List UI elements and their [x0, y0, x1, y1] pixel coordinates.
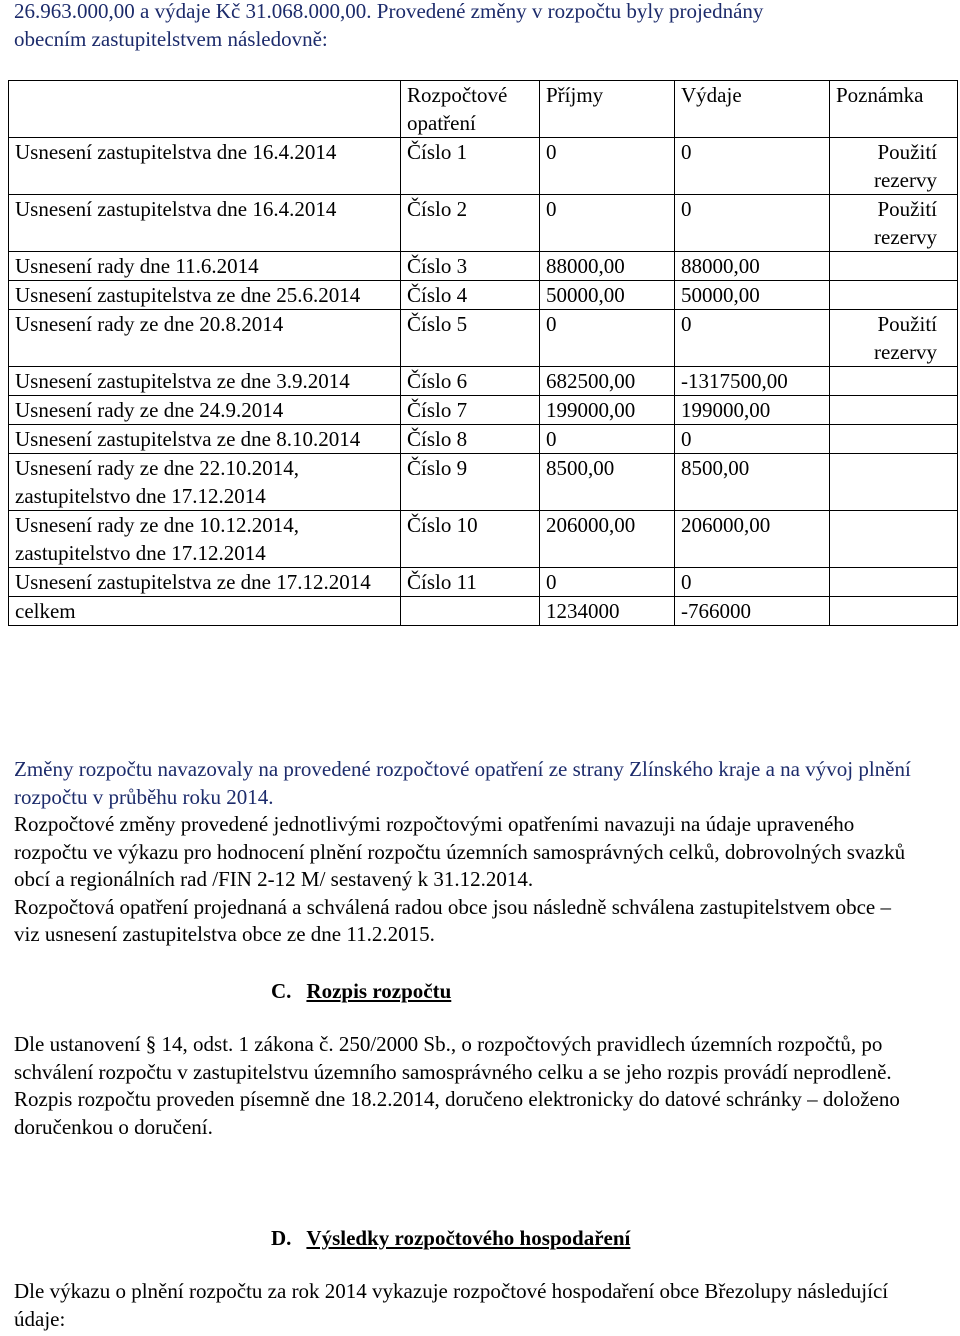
paragraph-measures-text-a: Rozpočtové změny provedené jednotlivými rozpočtovými opatřeními navazuji na údaje upraveného rozpočtu ve výkazu pro hodnocení plnění rozpočtu územních samosprávných celků, dobrovolných svazků obcí a regionálních rad /FIN 2-12 M/ sestavený k 31.12.2014. — [14, 812, 906, 891]
row-measure: Číslo 5 — [401, 310, 540, 367]
row-description: Usnesení zastupitelstva ze dne 8.10.2014 — [9, 425, 401, 454]
paragraph-breakdown-text-b: Rozpis rozpočtu proveden písemně dne 18.2.2014, doručeno elektronicky do datové schránky – doloženo doručenkou o doručení. — [14, 1087, 900, 1139]
row-income: 50000,00 — [540, 281, 675, 310]
table-row — [9, 138, 958, 195]
row-measure: Číslo 1 — [401, 138, 540, 195]
row-note — [830, 252, 958, 281]
row-income: 0 — [540, 568, 675, 597]
row-measure: Číslo 7 — [401, 396, 540, 425]
intro-text — [14, 0, 934, 53]
header-note: Poznámka — [830, 81, 958, 138]
table-row — [9, 195, 958, 252]
paragraph-budget-changes — [14, 756, 919, 811]
row-note: Použití rezervy — [830, 138, 958, 195]
table-header-row — [9, 81, 958, 138]
row-note — [830, 425, 958, 454]
table-row — [9, 310, 958, 367]
section-c-title: Rozpis rozpočtu — [306, 979, 452, 1003]
table-row — [9, 281, 958, 310]
row-income: 682500,00 — [540, 367, 675, 396]
section-c-heading — [271, 977, 451, 1005]
intro-line-1: 26.963.000,00 a výdaje Kč 31.068.000,00. Provedené změny v rozpočtu byly projednány — [14, 0, 764, 23]
row-note: Použití rezervy — [830, 310, 958, 367]
total-expense: -766000 — [675, 597, 830, 626]
table-row — [9, 396, 958, 425]
paragraph-measures-text-b: Rozpočtová opatření projednaná a schválená radou obce jsou následně schválena zastupitelstvem obce – viz usnesení zastupitelstva obce ze dne 11.2.2015. — [14, 894, 892, 946]
total-note-empty — [830, 597, 958, 626]
header-expense: Výdaje — [675, 81, 830, 138]
table-row — [9, 454, 958, 511]
row-expense: 199000,00 — [675, 396, 830, 425]
header-income: Příjmy — [540, 81, 675, 138]
paragraph-breakdown-text-a: Dle ustanovení § 14, odst. 1 zákona č. 250/2000 Sb., o rozpočtových pravidlech územních rozpočtů, po schválení rozpočtu v zastupitelstvu územního samosprávného celku a se jeho rozpis provádí neprodleně. — [14, 1032, 892, 1084]
section-d-heading — [271, 1224, 630, 1252]
row-note — [830, 511, 958, 568]
table-row — [9, 252, 958, 281]
row-income: 8500,00 — [540, 454, 675, 511]
row-note: Použití rezervy — [830, 195, 958, 252]
row-note — [830, 281, 958, 310]
row-note — [830, 454, 958, 511]
total-label: celkem — [9, 597, 401, 626]
row-description: Usnesení rady ze dne 10.12.2014, zastupitelstvo dne 17.12.2014 — [9, 511, 401, 568]
row-income: 0 — [540, 138, 675, 195]
row-measure: Číslo 11 — [401, 568, 540, 597]
row-description: Usnesení rady ze dne 22.10.2014, zastupitelstvo dne 17.12.2014 — [9, 454, 401, 511]
row-income: 206000,00 — [540, 511, 675, 568]
table-row — [9, 568, 958, 597]
row-note — [830, 396, 958, 425]
row-expense: 0 — [675, 568, 830, 597]
row-expense: 0 — [675, 195, 830, 252]
header-measure: Rozpočtové opatření — [401, 81, 540, 138]
row-description: Usnesení zastupitelstva dne 16.4.2014 — [9, 195, 401, 252]
row-measure: Číslo 10 — [401, 511, 540, 568]
row-measure: Číslo 8 — [401, 425, 540, 454]
paragraph-budget-changes-text: Změny rozpočtu navazovaly na provedené rozpočtové opatření ze strany Zlínského kraje a na vývoj plnění rozpočtu v průběhu roku 2014. — [14, 757, 911, 809]
row-measure: Číslo 4 — [401, 281, 540, 310]
paragraph-measures — [14, 811, 919, 949]
row-expense: 88000,00 — [675, 252, 830, 281]
row-description: Usnesení zastupitelstva ze dne 17.12.2014 — [9, 568, 401, 597]
row-expense: 0 — [675, 138, 830, 195]
budget-measures-table — [8, 80, 958, 626]
paragraph-results-text: Dle výkazu o plnění rozpočtu za rok 2014 vykazuje rozpočtové hospodaření obce Březolupy následující údaje: — [14, 1279, 889, 1331]
row-description: Usnesení zastupitelstva ze dne 25.6.2014 — [9, 281, 401, 310]
table-row — [9, 425, 958, 454]
row-measure: Číslo 6 — [401, 367, 540, 396]
table-total-row — [9, 597, 958, 626]
row-expense: 206000,00 — [675, 511, 830, 568]
table-row — [9, 511, 958, 568]
row-income: 0 — [540, 195, 675, 252]
row-income: 0 — [540, 310, 675, 367]
row-description: Usnesení zastupitelstva ze dne 3.9.2014 — [9, 367, 401, 396]
row-expense: 0 — [675, 310, 830, 367]
paragraph-results — [14, 1278, 919, 1333]
row-expense: 0 — [675, 425, 830, 454]
row-description: Usnesení rady dne 11.6.2014 — [9, 252, 401, 281]
section-d-title: Výsledky rozpočtového hospodaření — [306, 1226, 631, 1250]
row-income: 0 — [540, 425, 675, 454]
header-description — [9, 81, 401, 138]
table-row — [9, 367, 958, 396]
row-measure: Číslo 2 — [401, 195, 540, 252]
row-description: Usnesení rady ze dne 24.9.2014 — [9, 396, 401, 425]
total-measure-empty — [401, 597, 540, 626]
row-expense: 50000,00 — [675, 281, 830, 310]
paragraph-budget-breakdown — [14, 1031, 919, 1141]
row-measure: Číslo 9 — [401, 454, 540, 511]
total-income: 1234000 — [540, 597, 675, 626]
row-income: 88000,00 — [540, 252, 675, 281]
section-d-letter: D. — [271, 1226, 292, 1250]
row-income: 199000,00 — [540, 396, 675, 425]
row-note — [830, 568, 958, 597]
row-expense: -1317500,00 — [675, 367, 830, 396]
row-expense: 8500,00 — [675, 454, 830, 511]
row-measure: Číslo 3 — [401, 252, 540, 281]
row-description: Usnesení zastupitelstva dne 16.4.2014 — [9, 138, 401, 195]
row-note — [830, 367, 958, 396]
intro-line-2: obecním zastupitelstvem následovně: — [14, 27, 328, 51]
section-c-letter: C. — [271, 979, 292, 1003]
row-description: Usnesení rady ze dne 20.8.2014 — [9, 310, 401, 367]
